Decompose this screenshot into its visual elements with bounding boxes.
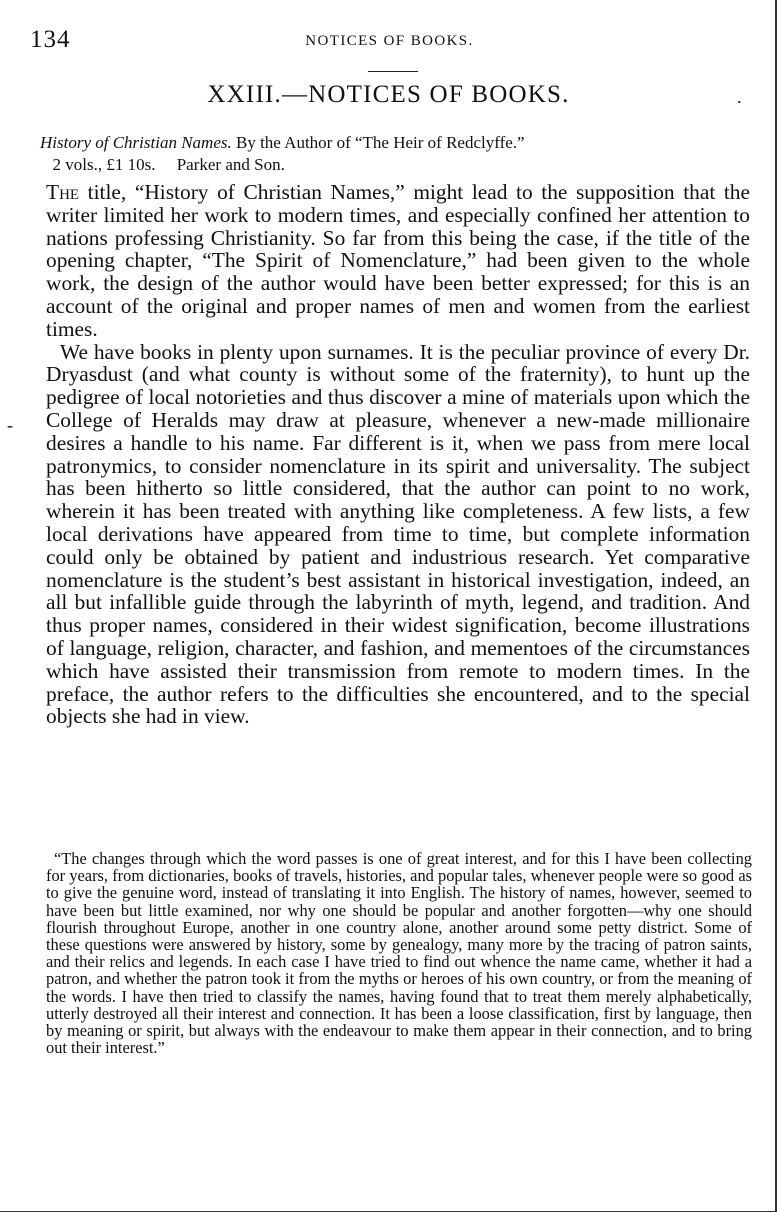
book-byline: By the Author of “The Heir of Redclyffe.” [236, 133, 525, 152]
book-volumes: 2 vols., £1 10s. [52, 155, 156, 174]
block-quotation [46, 850, 752, 1056]
paragraph [46, 181, 750, 341]
heading-rule [368, 71, 418, 72]
running-head: NOTICES OF BOOKS. [305, 33, 474, 49]
stray-dot: . [737, 87, 742, 107]
book-citation [40, 132, 756, 176]
book-title: History of Christian Names. [40, 133, 232, 152]
margin-mark: - [7, 415, 13, 435]
book-publisher: Parker and Son. [176, 155, 285, 174]
page-number: 134 [30, 26, 71, 53]
page-header [28, 26, 751, 56]
review-body [46, 181, 750, 728]
opening-word: The [46, 180, 80, 204]
quotation-text: “The changes through which the word passes is one of great interest, and for this I have been collecting for years, from dictionaries, books of travels, histories, and popular tales, whenever people were so good as to give the genuine word, instead of translating it into English. The history of names, however, seemed to have been but little examined, nor why one should be popular and another forgotten—why one should flourish throughout Europe, another in one country alone, another around some petty district. Some of these questions were answered by history, some by genealogy, many more by the tracing of patron saints, and their relics and legends. In each case I have tried to find out whence the name came, whether it had a patron, and whether the patron took it from the myths or heroes of his own country, or from the meaning of the words. I have then tried to classify the names, having found that to treat them merely alphabetically, utterly destroyed all their interest and connection. It has been a loose classification, first by language, then by meaning or spirit, but always with the endeavour to make them appear in their connection, and to bring out their interest.” [46, 849, 752, 1058]
section-heading: XXIII.—NOTICES OF BOOKS. [207, 81, 570, 108]
paragraph-text: title, “History of Christian Names,” might lead to the supposition that the writer limited her work to modern times, and especially confined her attention to nations professing Christianity. So far from this being the case, if the title of the opening chapter, “The Spirit of Nomenclature,” had been given to the whole work, the design of the author would have been better expressed; for this is an account of the original and proper names of men and women from the earliest times. [46, 180, 750, 341]
paragraph: We have books in plenty upon surnames. It is the peculiar province of every Dr. Dryasdust (and what county is without some of the fraternity), to hunt up the pedigree of local notorieties and thus discover a mine of materials upon which the College of Heralds may draw at pleasure, whenever a new-made millionaire desires a handle to his name. Far different is it, when we pass from mere local patronymics, to consider nomenclature in its spirit and universality. The subject has been hitherto so little considered, that the author can point to no work, wherein it has been treated with anything like completeness. A few lists, a few local derivations have appeared from time to time, but complete information could only be obtained by patient and industrious research. Yet comparative nomenclature is the student’s best assistant in historical investigation, indeed, an all but infallible guide through the labyrinth of myth, legend, and tradition. And thus proper names, considered in their widest signification, become illustrations of language, religion, character, and fashion, and mementoes of the circumstances which have assisted their transmission from remote to modern times. In the preface, the author refers to the difficulties she encountered, and to the special objects she had in view. [46, 339, 750, 729]
